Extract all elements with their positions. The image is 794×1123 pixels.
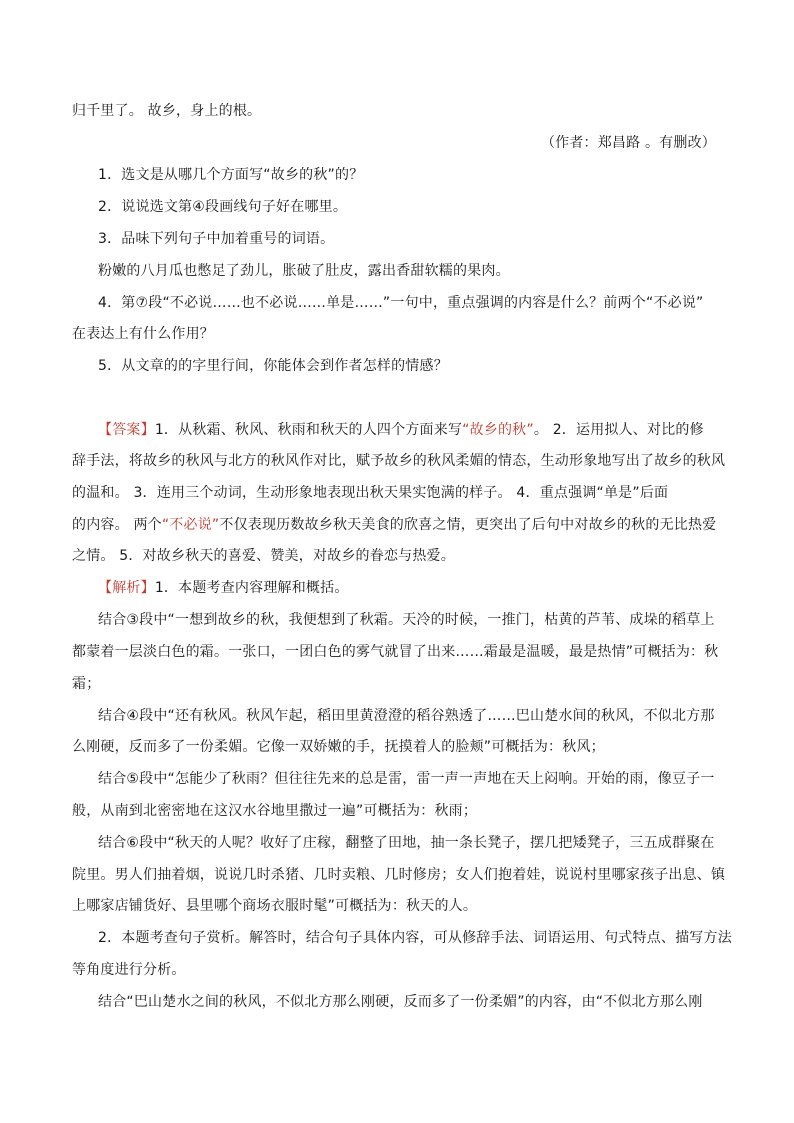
question-1: 1．选文是从哪几个方面写“故乡的秋”的？: [98, 167, 364, 183]
text-line: 归千里了。 故乡，身上的根。: [72, 103, 262, 119]
analysis-line: 霜；: [72, 676, 101, 692]
analysis-line: 结合“巴山楚水之间的秋风，不似北方那么刚硬，反而多了一份柔媚”的内容，由“不似北方那么刚: [98, 994, 703, 1010]
analysis-line: 都蒙着一层淡白色的霜。一张口，一团白色的雾气就冒了出来……霜最是温暖，最是热情”可概括为：秋: [72, 644, 719, 660]
question-2: 2．说说选文第④段画线句子好在哪里。: [98, 199, 348, 215]
analysis-line: 结合④段中“还有秋风。秋风乍起，稻田里黄澄澄的稻谷熟透了……巴山楚水间的秋风，不似北方那: [98, 708, 715, 724]
answer-line-1: 【答案】1．从秋霜、秋风、秋雨和秋天的人四个方面来写“故乡的秋”。 2．运用拟人、对比的修: [98, 422, 704, 438]
analysis-line: 么刚硬，反而多了一份柔媚。它像一双娇嫩的手，抚摸着人的脸颊”可概括为：秋风；: [72, 739, 605, 755]
answer-line-5: 之情。 5．对故乡秋天的喜爱、赞美，对故乡的眷恋与热爱。: [72, 548, 455, 564]
answer-tag: 【答案】: [98, 422, 155, 438]
answer-line-4: 的内容。 两个“不必说”不仅表现历数故乡秋天美食的欣喜之情，更突出了后句中对故乡的秋的无比热爱: [72, 517, 717, 533]
analysis-head: 【解析】1．本题考查内容理解和概括。: [98, 580, 349, 596]
analysis-line: 结合⑤段中“怎能少了秋雨？但往往先来的总是雷，雷一声一声地在天上闷响。开始的雨，像豆子一: [98, 771, 715, 787]
question-3: 3．品味下列句子中加着重号的词语。: [98, 231, 335, 247]
analysis-line: 2．本题考查句子赏析。解答时，结合句子具体内容，可从修辞手法、词语运用、句式特点、描写方法: [98, 930, 732, 946]
analysis-line: 结合⑥段中“秋天的人呢？收好了庄稼，翻整了田地，抽一条长凳子，摆几把矮凳子，三五成群聚在: [98, 835, 715, 851]
analysis-line: 结合③段中“一想到故乡的秋，我便想到了秋霜。天冷的时候，一推门，枯黄的芦苇、成垛的稻草上: [98, 612, 715, 628]
analysis-tag: 【解析】: [98, 580, 155, 596]
author-note: （作者：郑昌路 。有删改）: [540, 135, 716, 151]
analysis-line: 院里。男人们抽着烟，说说几时杀猪、几时卖粮、几时修房；女人们抱着娃，说说村里哪家孩子出息、镇: [72, 867, 726, 883]
analysis-line: 等角度进行分析。: [72, 962, 186, 978]
answer-line-3: 的温和。 3．连用三个动词，生动形象地表现出秋天果实饱满的样子。 4．重点强调“单是”后面: [72, 485, 669, 501]
question-3-sentence: 粉嫩的八月瓜也憋足了劲儿，胀破了肚皮，露出香甜软糯的果肉。: [98, 263, 510, 279]
answer-line-2: 辞手法，将故乡的秋风与北方的秋风作对比，赋予故乡的秋风柔媚的情态，生动形象地写出了故乡的秋风: [72, 453, 726, 469]
analysis-line: 上哪家店铺货好、县里哪个商场衣服时髦”可概括为：秋天的人。: [72, 898, 478, 914]
question-5: 5．从文章的的字里行间，你能体会到作者怎样的情感？: [98, 358, 448, 374]
analysis-line: 般，从南到北密密地在这汉水谷地里撒过一遍”可概括为：秋雨；: [72, 803, 478, 819]
question-4: 4．第⑦段“不必说……也不必说……单是……”一句中，重点强调的内容是什么？前两个“不必说”: [98, 295, 704, 311]
question-4-cont: 在表达上有什么作用？: [72, 326, 214, 342]
